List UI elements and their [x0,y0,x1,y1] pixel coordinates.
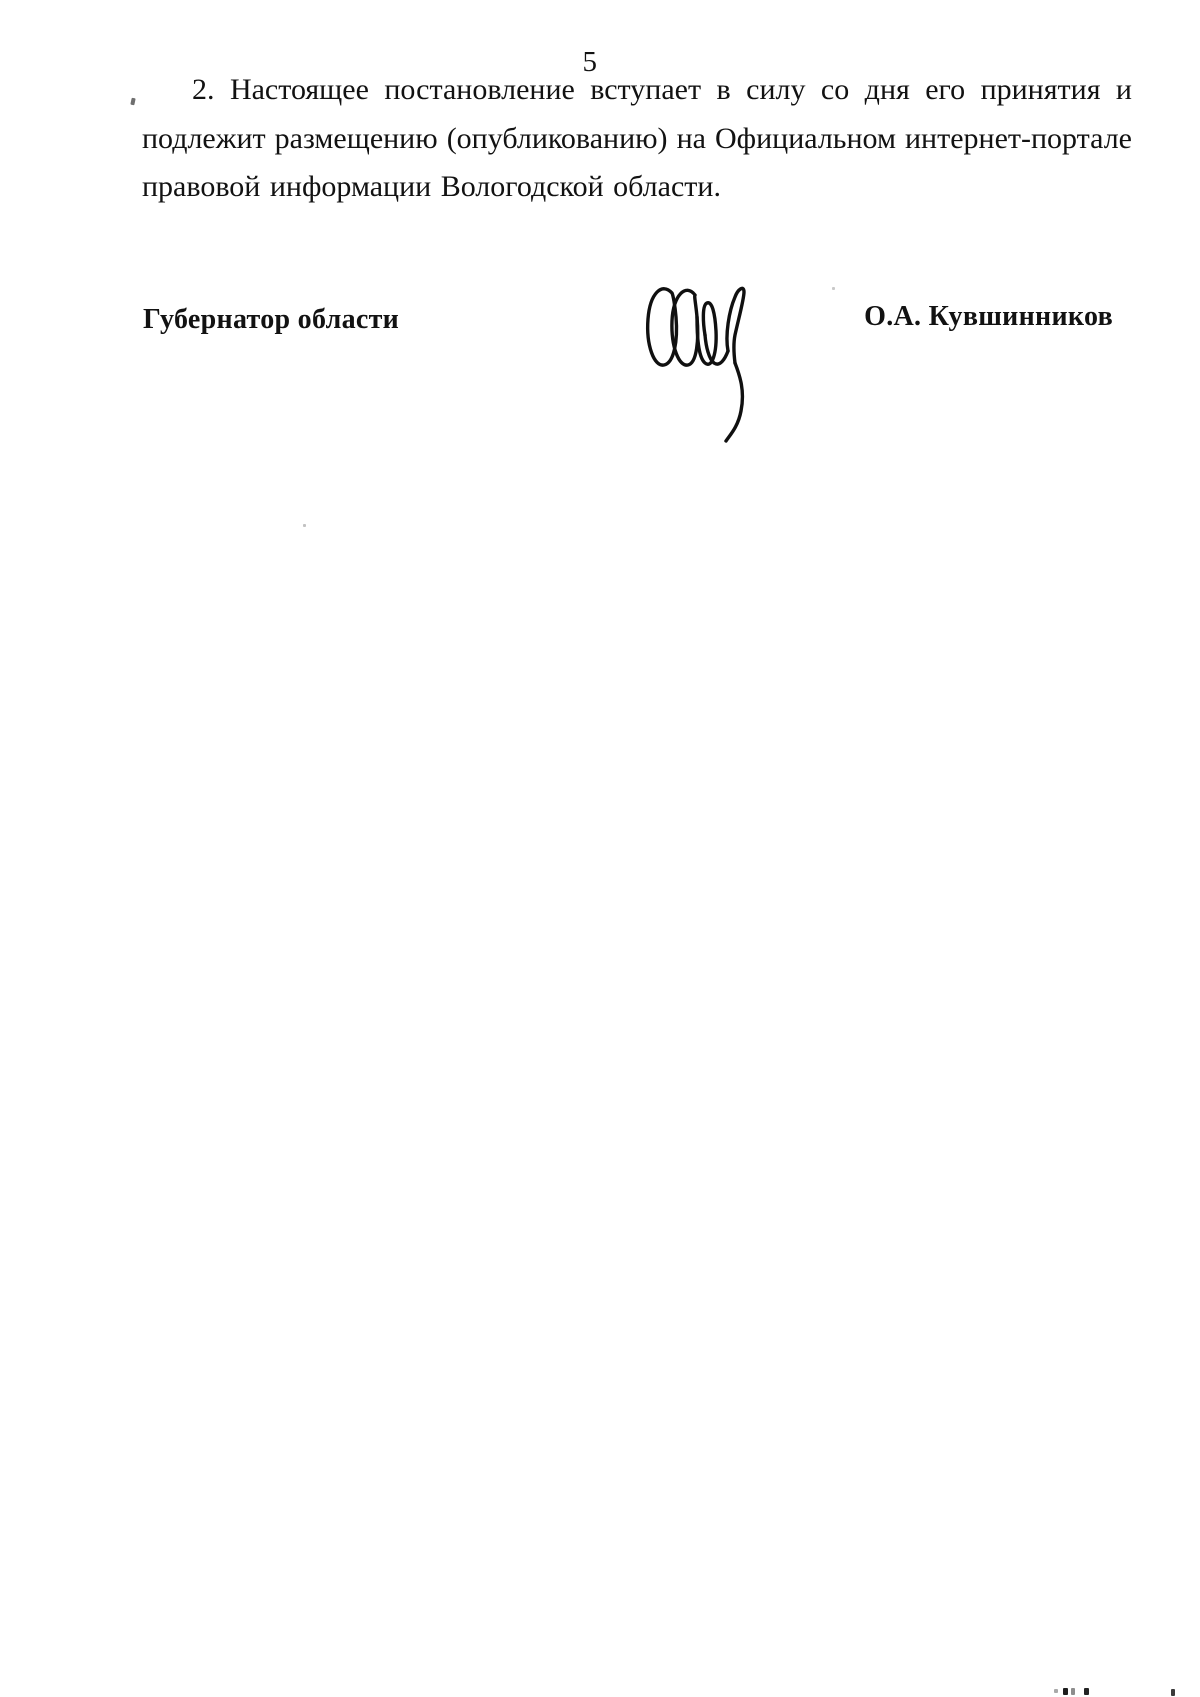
paragraph-line-3: правовой информации Вологодской области. [142,170,721,203]
scan-artifact [1084,1688,1089,1695]
body-paragraph [142,66,1132,212]
signatory-title: Губернатор области [143,304,400,335]
scan-artifact [832,287,835,290]
scan-artifact [1171,1689,1175,1696]
scan-artifact [1054,1689,1058,1693]
handwritten-signature-icon [642,283,752,443]
paragraph-line-1: 2. Настоящее постановление вступает в силу со дня его принятия и [192,73,1132,106]
signatory-name: О.А. Кувшинников [864,301,1113,332]
scan-artifact [1071,1688,1075,1695]
paragraph-line-2: подлежит размещению (опубликованию) на Официальном интернет-портале [142,121,1132,155]
scan-artifact [130,98,135,106]
page-number: 5 [582,46,598,78]
scan-artifact [1063,1688,1068,1695]
scan-artifact [303,524,306,527]
